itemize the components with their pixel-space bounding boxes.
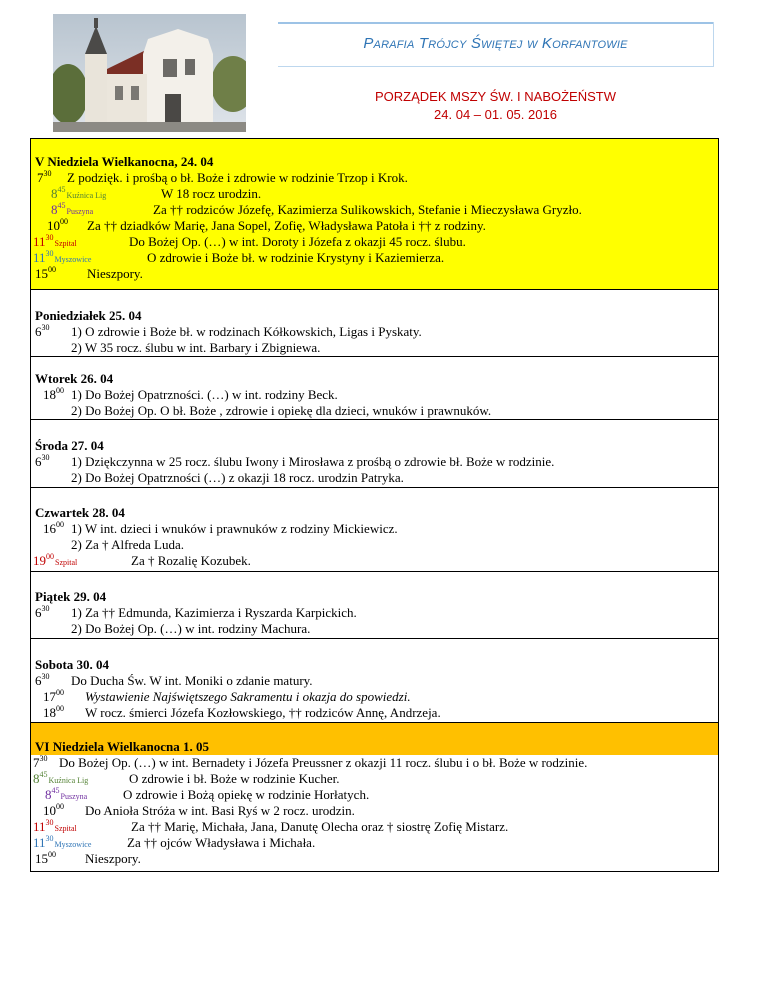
mass-location: Myszowice — [54, 255, 92, 264]
mass-time: $7^{30}$ — [37, 169, 52, 185]
mass-entry — [31, 202, 718, 218]
mass-time: $19^{00}Szpital$ — [33, 552, 78, 568]
mass-time: $11^{30}Szpital$ — [33, 233, 77, 249]
mass-time: $18^{00}$ — [43, 386, 64, 402]
mass-time: $8^{45}Puszyna$ — [51, 201, 94, 217]
mass-time: $10^{00}$ — [47, 217, 68, 233]
mass-entry — [31, 835, 718, 851]
day-title: V Niedziela Wielkanocna, 24. 04 — [35, 154, 214, 169]
mass-intention: O zdrowie i Boże bł. w rodzinie Krystyny i Kaziemierza. — [147, 250, 445, 265]
mass-time: $6^{30}$ — [35, 604, 50, 620]
mass-intention: Za †† dziadków Marię, Jana Sopel, Zofię, Władysława Patoła i †† z rodziny. — [87, 218, 486, 233]
mass-location: Puszyna — [66, 207, 94, 216]
mass-intention: Do Ducha Św. W int. Moniki o zdanie matury. — [71, 673, 313, 688]
parish-name: Parafia Trójcy Świętej w Korfantowie — [363, 35, 628, 52]
mass-entry — [31, 454, 718, 470]
mass-intention: W rocz. śmierci Józefa Kozłowskiego, †† rodziców Annę, Andrzeja. — [85, 705, 441, 720]
mass-intention: 1) O zdrowie i Boże bł. w rodzinach Kółkowskich, Ligas i Pyskaty. — [71, 324, 422, 339]
mass-location: Szpital — [55, 558, 78, 567]
mass-intention: 2) Za † Alfreda Luda. — [71, 537, 184, 552]
mass-entry — [31, 851, 718, 867]
mass-entry — [31, 705, 718, 721]
day-section-thursday — [31, 488, 718, 572]
mass-entry — [31, 521, 718, 537]
mass-intention: 1) W int. dzieci i wnuków i prawnuków z rodziny Mickiewicz. — [71, 521, 398, 536]
mass-entry — [31, 234, 718, 250]
mass-time: $11^{30}Szpital$ — [33, 818, 77, 834]
mass-intention: Za †† rodziców Józefę, Kazimierza Sulikowskich, Stefanie i Mieczysława Gryzło. — [153, 202, 582, 217]
mass-intention: 1) Za †† Edmunda, Kazimierza i Ryszarda Karpickich. — [71, 605, 357, 620]
mass-entry — [31, 621, 718, 637]
mass-entry — [31, 387, 718, 403]
mass-intention: Nieszpory. — [85, 851, 141, 866]
mass-entry — [31, 250, 718, 266]
mass-entry — [31, 819, 718, 835]
day-title: VI Niedziela Wielkanocna 1. 05 — [35, 739, 209, 754]
mass-entry — [31, 605, 718, 621]
mass-location: Szpital — [54, 824, 77, 833]
mass-time: $18^{00}$ — [43, 704, 64, 720]
day-section-saturday — [31, 639, 718, 723]
day-title: Sobota 30. 04 — [35, 657, 110, 672]
day-section-tuesday — [31, 357, 718, 420]
mass-location: Kuźnica Lig — [66, 191, 107, 200]
mass-location: Szpital — [54, 239, 77, 248]
mass-intention: W 18 rocz urodzin. — [161, 186, 262, 201]
mass-entry — [31, 324, 718, 340]
mass-time: $6^{30}$ — [35, 672, 50, 688]
mass-intention: Do Anioła Stróża w int. Basi Ryś w 2 rocz. urodzin. — [85, 803, 355, 818]
mass-location: Myszowice — [54, 840, 92, 849]
schedule-heading — [278, 88, 713, 124]
mass-intention: Wystawienie Najświętszego Sakramentu i okazja do spowiedzi. — [85, 689, 411, 704]
mass-location: Kuźnica Lig — [48, 776, 89, 785]
mass-time: $8^{45}Kuźnica$ Lig — [51, 185, 107, 201]
mass-entry — [31, 771, 718, 787]
mass-location: Puszyna — [60, 792, 88, 801]
mass-entry — [31, 803, 718, 819]
mass-time: $6^{30}$ — [35, 453, 50, 469]
mass-time: $15^{00}$ — [35, 265, 56, 281]
mass-time: $15^{00}$ — [35, 850, 56, 866]
mass-intention: 1) Dziękczynna w 25 rocz. ślubu Iwony i Mirosława z prośbą o zdrowie bł. Boże w rodzinie. — [71, 454, 555, 469]
day-title-highlight — [31, 723, 718, 755]
mass-entry — [31, 266, 718, 282]
mass-entry — [31, 673, 718, 689]
day-section-monday — [31, 290, 718, 357]
mass-intention: Nieszpory. — [87, 266, 143, 281]
mass-time: $8^{45}Puszyna$ — [45, 786, 88, 802]
day-title: Piątek 29. 04 — [35, 589, 107, 604]
church-photo — [53, 14, 246, 132]
schedule-title: PORZĄDEK MSZY ŚW. I NABOŻEŃSTW — [374, 89, 616, 104]
mass-time: $10^{00}$ — [43, 802, 64, 818]
day-section-wednesday — [31, 420, 718, 488]
mass-time: $7^{30}$ — [33, 754, 48, 770]
mass-time: $17^{00}$ — [43, 688, 64, 704]
mass-intention: 2) Do Bożej Op. O bł. Boże , zdrowie i opiekę dla dzieci, wnuków i prawnuków. — [71, 403, 492, 418]
mass-entry — [31, 186, 718, 202]
mass-entry — [31, 689, 718, 705]
mass-intention: Z podzięk. i prośbą o bł. Boże i zdrowie w rodzinie Trzop i Krok. — [67, 170, 408, 185]
mass-entry — [31, 537, 718, 553]
mass-time: $16^{00}$ — [43, 520, 64, 536]
mass-intention: Za †† ojców Władysława i Michała. — [127, 835, 316, 850]
mass-time: $11^{30}Myszowice$ — [33, 249, 92, 265]
mass-entry — [31, 403, 718, 419]
day-section-sunday-01 — [31, 723, 718, 871]
mass-entry — [31, 170, 718, 186]
mass-entry — [31, 218, 718, 234]
mass-entry — [31, 470, 718, 486]
mass-entry — [31, 553, 718, 569]
mass-intention: Do Bożej Op. (…) w int. Doroty i Józefa z okazji 45 rocz. ślubu. — [129, 234, 466, 249]
day-title: Poniedziałek 25. 04 — [35, 308, 142, 323]
mass-schedule-table — [30, 138, 719, 872]
day-title: Wtorek 26. 04 — [35, 371, 114, 386]
mass-intention: 2) W 35 rocz. ślubu w int. Barbary i Zbigniewa. — [71, 340, 321, 355]
mass-entry — [31, 755, 718, 771]
mass-intention: 2) Do Bożej Opatrzności (…) z okazji 18 rocz. urodzin Patryka. — [71, 470, 404, 485]
mass-entry — [31, 340, 718, 356]
mass-intention: O zdrowie i bł. Boże w rodzinie Kucher. — [129, 771, 340, 786]
mass-entry — [31, 787, 718, 803]
mass-intention: 1) Do Bożej Opatrzności. (…) w int. rodziny Beck. — [71, 387, 338, 402]
day-section-friday — [31, 572, 718, 639]
mass-time: $6^{30}$ — [35, 323, 50, 339]
mass-time: $8^{45}Kuźnica$ Lig — [33, 770, 89, 786]
mass-intention: Za † Rozalię Kozubek. — [131, 553, 251, 568]
day-section-sunday-24 — [31, 139, 718, 290]
day-title: Czwartek 28. 04 — [35, 505, 125, 520]
mass-intention: Za †† Marię, Michała, Jana, Danutę Olecha oraz † siostrę Zofię Mistarz. — [131, 819, 509, 834]
mass-intention: O zdrowie i Bożą opiekę w rodzinie Horłatych. — [123, 787, 370, 802]
mass-time: $11^{30}Myszowice$ — [33, 834, 92, 850]
date-range: 24. 04 – 01. 05. 2016 — [434, 107, 557, 122]
mass-intention: 2) Do Bożej Op. (…) w int. rodziny Machura. — [71, 621, 311, 636]
day-title: Środa 27. 04 — [35, 438, 104, 453]
mass-intention: Do Bożej Op. (…) w int. Bernadety i Józefa Preussner z okazji 11 rocz. ślubu i o bł. Boże w rodzinie. — [59, 755, 588, 770]
